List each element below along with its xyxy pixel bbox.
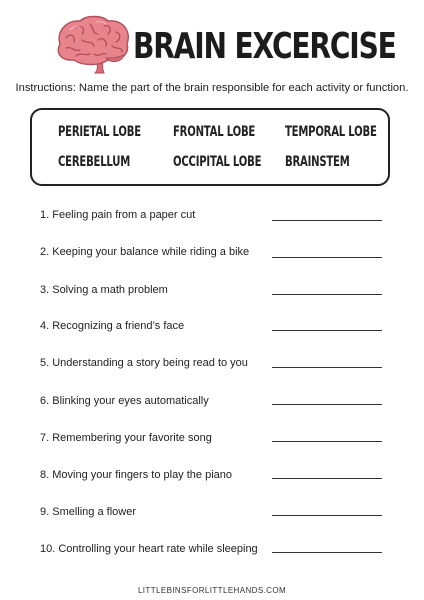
answer-line-2[interactable] [272,257,382,258]
question-3: 3. Solving a math problem [40,284,168,296]
answer-line-10[interactable] [272,552,382,553]
brain-icon [52,14,132,74]
question-9: 9. Smelling a flower [40,506,136,518]
answer-line-9[interactable] [272,515,382,516]
worksheet-header [0,12,424,78]
answer-line-1[interactable] [272,220,382,221]
answer-line-7[interactable] [272,441,382,442]
footer-website: LITTLEBINSFORLITTLEHANDS.COM [137,586,287,595]
question-7: 7. Remembering your favorite song [40,432,212,444]
answer-line-4[interactable] [272,330,382,331]
answer-line-6[interactable] [272,404,382,405]
page-title: BRAIN EXCERCISE [133,26,396,67]
answer-line-8[interactable] [272,478,382,479]
question-5: 5. Understanding a story being read to you [40,357,248,369]
word-bank-item: OCCIPITAL LOBE [173,154,262,170]
question-2: 2. Keeping your balance while riding a bike [40,246,250,258]
word-bank-item: PERIETAL LOBE [58,124,141,140]
question-1: 1. Feeling pain from a paper cut [40,209,196,221]
instructions-text: Instructions: Name the part of the brain responsible for each activity or function. [15,82,409,94]
answer-line-3[interactable] [272,294,382,295]
word-bank-box [30,108,390,186]
word-bank-item: BRAINSTEM [285,154,350,170]
word-bank-item: TEMPORAL LOBE [285,124,377,140]
question-6: 6. Blinking your eyes automatically [40,395,209,407]
word-bank-item: CEREBELLUM [58,154,131,170]
question-8: 8. Moving your fingers to play the piano [40,469,233,481]
question-4: 4. Recognizing a friend’s face [40,320,185,332]
question-10: 10. Controlling your heart rate while sleeping [40,543,258,555]
answer-line-5[interactable] [272,367,382,368]
word-bank-item: FRONTAL LOBE [173,124,256,140]
